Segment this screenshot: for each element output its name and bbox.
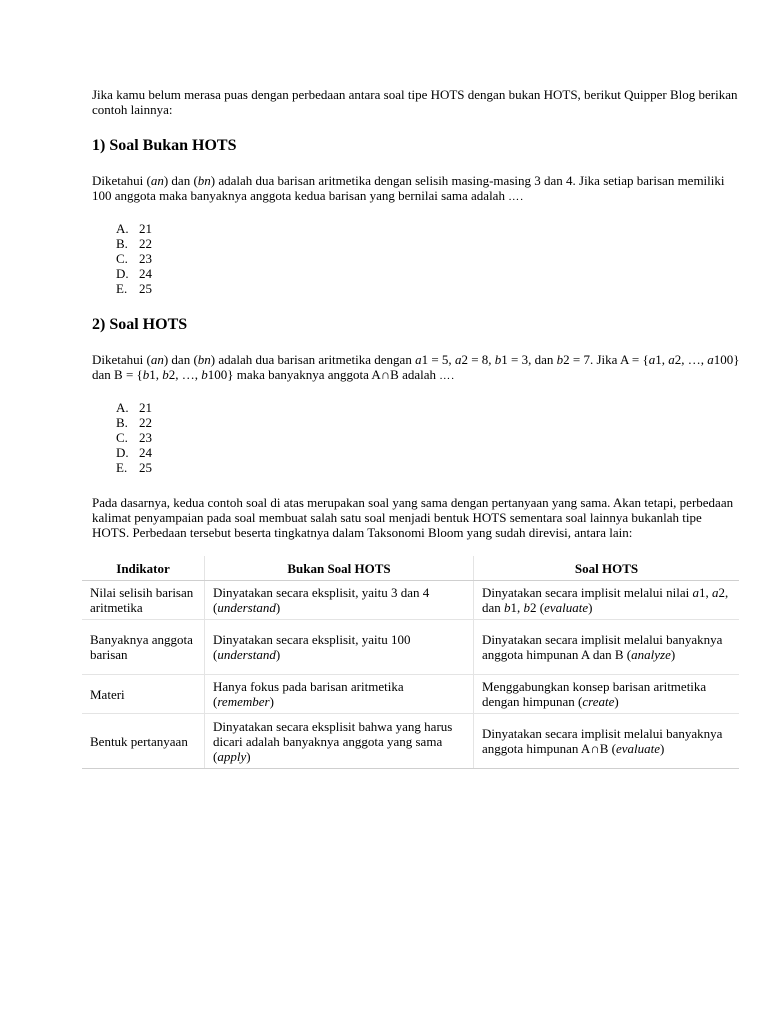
column-header: Bukan Soal HOTS <box>205 556 474 581</box>
table-cell: Banyaknya anggota barisan <box>82 620 205 675</box>
section2-question: Diketahui (an) dan (bn) adalah dua barisan aritmetika dengan a1 = 5, a2 = 8, b1 = 3, dan b2 = 7. Jika A = {a1, a2, …, a100} dan B = {b1, b2, …, b100} maka banyaknya anggota A∩B adalah …. <box>92 352 740 382</box>
section2-heading: 2) Soal HOTS <box>92 316 188 333</box>
option-item: E. 25 <box>116 281 152 296</box>
column-header: Indikator <box>82 556 205 581</box>
table-row <box>82 714 739 769</box>
table-cell: Dinyatakan secara eksplisit, yaitu 100 (understand) <box>205 620 474 675</box>
comparison-table <box>82 556 739 769</box>
table-row <box>82 675 739 714</box>
table-row <box>82 620 739 675</box>
table-cell: Dinyatakan secara implisit melalui banyaknya anggota himpunan A∩B (evaluate) <box>474 714 740 769</box>
table-cell: Nilai selisih barisan aritmetika <box>82 581 205 620</box>
section2-options <box>92 400 742 475</box>
option-item: B. 22 <box>116 415 152 430</box>
table-cell: Dinyatakan secara eksplisit, yaitu 3 dan 4 (understand) <box>205 581 474 620</box>
option-item: A. 21 <box>116 400 152 415</box>
table-cell: Dinyatakan secara implisit melalui nilai a1, a2, dan b1, b2 (evaluate) <box>474 581 740 620</box>
option-item: C. 23 <box>116 430 152 445</box>
option-item: E. 25 <box>116 460 152 475</box>
table-cell: Menggabungkan konsep barisan aritmetika dengan himpunan (create) <box>474 675 740 714</box>
intro-paragraph: Jika kamu belum merasa puas dengan perbedaan antara soal tipe HOTS dengan bukan HOTS, berikut Quipper Blog berikan contoh lainnya: <box>92 87 738 117</box>
document-page <box>92 87 742 554</box>
table-cell: Materi <box>82 675 205 714</box>
option-item: A. 21 <box>116 221 152 236</box>
table-cell: Bentuk pertanyaan <box>82 714 205 769</box>
section1-heading: 1) Soal Bukan HOTS <box>92 137 237 154</box>
section1-options <box>92 221 742 296</box>
option-item: B. 22 <box>116 236 152 251</box>
table-cell: Dinyatakan secara eksplisit bahwa yang harus dicari adalah banyaknya anggota yang sama (apply) <box>205 714 474 769</box>
option-item: D. 24 <box>116 266 152 281</box>
table-row <box>82 581 739 620</box>
option-item: D. 24 <box>116 445 152 460</box>
table-cell: Hanya fokus pada barisan aritmetika (remember) <box>205 675 474 714</box>
closing-paragraph: Pada dasarnya, kedua contoh soal di atas merupakan soal yang sama dengan pertanyaan yang sama. Akan tetapi, perbedaan kalimat penyampaian pada soal membuat salah satu soal menjadi bentuk HOTS sementara soal lainnya bukanlah tipe HOTS. Perbedaan tersebut beserta tingkatnya dalam Taksonomi Bloom yang sudah direvisi, antara lain: <box>92 495 734 540</box>
table-header-row <box>82 556 739 581</box>
section1-question: Diketahui (an) dan (bn) adalah dua barisan aritmetika dengan selisih masing-masing 3 dan 4. Jika setiap barisan memiliki 100 anggota maka banyaknya anggota kedua barisan yang bernilai sama adalah …. <box>92 173 725 203</box>
column-header: Soal HOTS <box>474 556 740 581</box>
option-item: C. 23 <box>116 251 152 266</box>
table-cell: Dinyatakan secara implisit melalui banyaknya anggota himpunan A dan B (analyze) <box>474 620 740 675</box>
